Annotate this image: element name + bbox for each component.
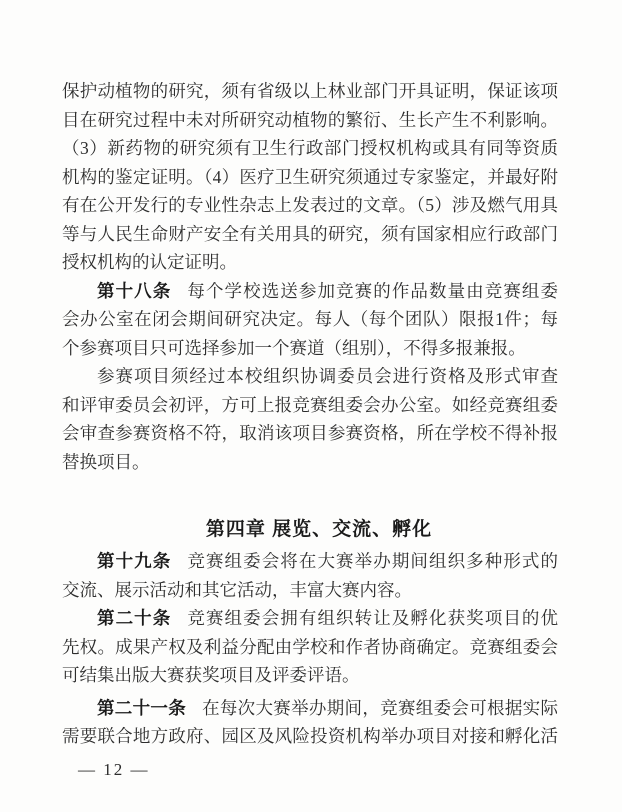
text-line: 可结集出版大赛获奖项目及评委评语。 xyxy=(62,665,360,685)
text-line: 机构的鉴定证明。（4）医疗卫生研究须通过专家鉴定，并最好附 xyxy=(62,166,558,187)
article-text: 竞赛组委会将在大赛举办期间组织多种形式的 xyxy=(187,551,558,571)
document-page xyxy=(62,77,558,751)
text-line: 参赛项目须经过本校组织协调委员会进行资格及形式审查 xyxy=(97,366,558,386)
text-line: 先权。成果产权及利益分配由学校和作者协商确定。竞赛组委会 xyxy=(62,636,558,657)
text-line: 等与人民生命财产安全有关用具的研究，须有国家相应行政部门 xyxy=(62,223,558,244)
text-line: 目在研究过程中未对所研究动植物的繁衍、生长产生不利影响。 xyxy=(62,109,558,130)
text-line: 需要联合地方政府、园区及风险投资机构举办项目对接和孵化活 xyxy=(62,726,558,746)
article-number: 第十八条 xyxy=(97,280,172,301)
paragraph-intro-continuation xyxy=(62,77,558,277)
text-line: 保护动植物的研究，须有省级以上林业部门开具证明，保证该项 xyxy=(62,81,558,101)
text-line xyxy=(62,547,558,576)
article-number: 第二十条 xyxy=(97,608,172,628)
article-number: 第二十一条 xyxy=(97,697,187,718)
text-line: 替换项目。 xyxy=(62,451,150,472)
text-line: 会审查参赛资格不符，取消该项目参赛资格，所在学校不得补报 xyxy=(62,423,558,443)
page-number: — 12 — xyxy=(78,760,150,779)
article-text: 竞赛组委会拥有组织转让及孵化获奖项目的优 xyxy=(187,608,558,628)
text-line: （3）新药物的研究须有卫生行政部门授权机构或具有同等资质 xyxy=(62,138,558,158)
paragraph-article-18-supplement xyxy=(62,362,558,476)
text-line: 和评审委员会初评，方可上报竞赛组委会办公室。如经竞赛组委 xyxy=(62,394,558,415)
text-line: 会办公室在闭会期间研究决定。每人（每个团队）限报1件；每 xyxy=(62,309,558,329)
text-line: 交流、展示活动和其它活动，丰富大赛内容。 xyxy=(62,579,412,600)
text-line: 有在公开发行的专业性杂志上发表过的文章。（5）涉及燃气用具 xyxy=(62,195,558,215)
paragraph-article-19 xyxy=(62,547,558,604)
chapter-heading: 第四章 展览、交流、孵化 xyxy=(205,519,433,540)
text-line xyxy=(62,604,558,633)
paragraph-article-18 xyxy=(62,277,558,363)
text-line xyxy=(62,277,558,306)
text-line: 授权机构的认定证明。 xyxy=(62,252,237,272)
text-line: 个参赛项目只可选择参加一个赛道（组别），不得多报兼报。 xyxy=(62,337,526,358)
text-line xyxy=(62,694,558,723)
article-text: 在每次大赛举办期间，竞赛组委会可根据实际 xyxy=(202,697,558,718)
article-text: 每个学校选送参加竞赛的作品数量由竞赛组委 xyxy=(187,280,558,301)
article-number: 第十九条 xyxy=(97,551,172,571)
paragraph-article-21 xyxy=(62,694,558,751)
paragraph-article-20 xyxy=(62,604,558,690)
